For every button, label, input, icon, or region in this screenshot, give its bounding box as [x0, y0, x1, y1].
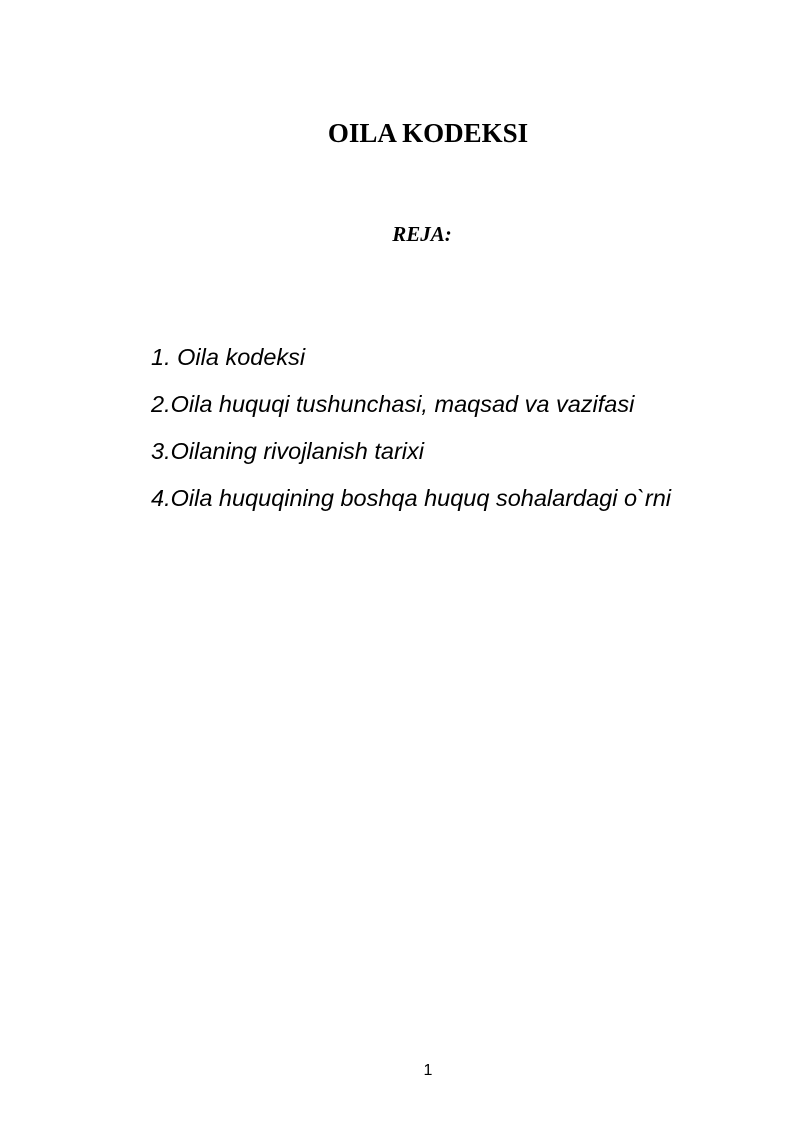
- plan-item: 1. Oila kodeksi: [151, 344, 306, 370]
- plan-heading: REJA:: [392, 222, 452, 246]
- page-number: 1: [423, 1062, 433, 1079]
- document-title: OILA KODEKSI: [327, 118, 529, 148]
- plan-list: [151, 340, 671, 528]
- plan-item: 2.Oila huquqi tushunchasi, maqsad va vazifasi: [151, 391, 635, 417]
- plan-item: 3.Oilaning rivojlanish tarixi: [151, 438, 424, 464]
- plan-item: 4.Oila huquqining boshqa huquq sohalardagi o`rni: [151, 485, 671, 511]
